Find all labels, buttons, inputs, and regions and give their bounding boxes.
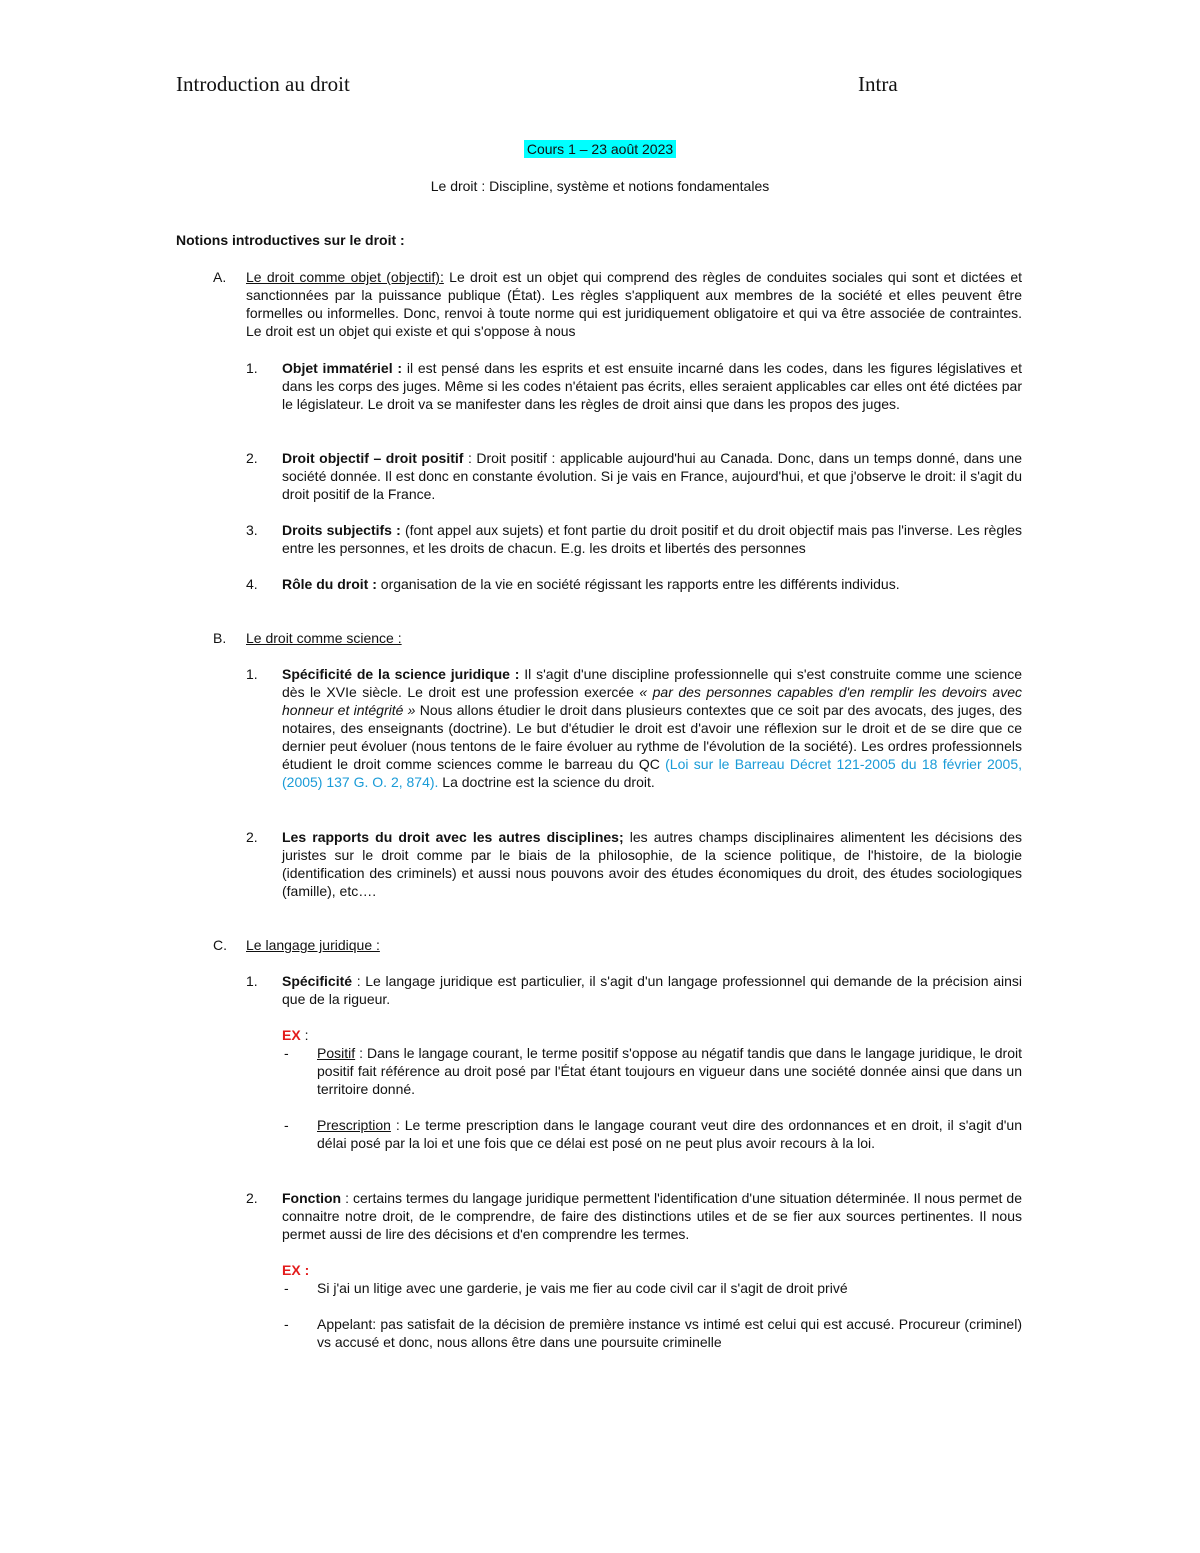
section-b-label: Le droit comme science : [246,630,402,646]
bullet-text: : Le terme prescription dans le langage courant veut dire des ordonnances et en droit, il s'agit d'un délai posé par la loi et une fois que ce délai est posé on ne peut plus avoir recours à la loi. [317,1117,1022,1151]
a-item-4-text: organisation de la vie en société régissant les rapports entre les différents individus. [376,576,900,592]
bullet-positif [317,1044,1022,1098]
b-item-1-quote: « par des personnes capables d'en remplir les devoirs avec honneur et intégrité » [282,684,1022,718]
section-c-marker: C. [213,937,227,953]
a-item-1-label: Objet immatériel : [282,360,403,376]
b-item-1 [282,665,1022,791]
b-item-1-text-c: La doctrine est la science du droit. [438,774,655,790]
section-a-paragraph [246,268,1022,340]
bullet-term: Prescription [317,1117,391,1133]
lecture-subtitle: Le droit : Discipline, système et notions fondamentales [430,178,770,194]
c-item-1-marker: 1. [246,973,258,989]
b-item-2 [282,828,1022,900]
b-item-1-label: Spécificité de la science juridique : [282,666,520,682]
c-item-1 [282,972,1022,1008]
c-item-1-label: Spécificité [282,973,353,989]
b-item-1-text-a: Il s'agit d'une discipline professionnelle qui s'est construite comme une science dès le XVIe siècle. Le droit est une profession exercée [282,666,1022,700]
a-item-2-text: : Droit positif : applicable aujourd'hui au Canada. Donc, dans un temps donné, dans une société donnée. Il est donc en constante évolution. Si je vais en France, aujourd'hui, et que j'observe le droit: il s'agit du droit positif de la France. [282,450,1023,502]
example-label: EX : [282,1262,310,1278]
c-item-1-text: : Le langage juridique est particulier, il s'agit d'un langage professionnel qui demande de la précision ainsi que de la rigueur. [282,973,1022,1007]
c-item-2 [282,1189,1022,1243]
bullet-prescription [317,1116,1022,1152]
section-c-heading [246,936,1022,954]
c-item-2-text: : certains termes du langage juridique permettent l'identification d'une situation déterminée. Il nous permet de connaitre notre droit, de le comprendre, de faire des distinctions utiles et de se fier aux sources pertinentes. Il nous permet aussi de lire des décisions et d'en comprendre les termes. [282,1190,1022,1242]
b-item-2-label: Les rapports du droit avec les autres disciplines; [282,829,624,845]
example-suffix: : [300,1027,309,1043]
section-a-label: Le droit comme objet (objectif): [246,269,444,285]
c-item-2-example-label [282,1261,1022,1279]
b-item-1-text-b: Nous allons étudier le droit dans plusieurs contextes que ce soit par des avocats, des juges, des notaires, des enseignants (doctrine). Le but d'étudier le droit est d'avoir une réflexion sur le droit et de se dire que ce dernier peut évoluer (nous tentons de le faire évoluer au rythme de l'évolution de la société). Les ordres professionnels étudient le droit comme sciences comme le barreau du QC [282,702,1022,772]
section-b-marker: B. [213,630,227,646]
header-exam-label: Intra [858,72,898,96]
barreau-citation-link[interactable]: (Loi sur le Barreau Décret 121-2005 du 18 février 2005, (2005) 137 G. O. 2, 874). [282,756,1022,790]
bullet-text: : Dans le langage courant, le terme positif s'oppose au négatif tandis que dans le langage juridique, le droit positif fait référence au droit posé par l'État étant toujours en vigueur dans une société donnée ainsi que dans un territoire donné. [317,1045,1022,1097]
example-label: EX [282,1027,301,1043]
lecture-title: Cours 1 – 23 août 2023 [524,140,676,158]
section-b-heading [246,629,1022,647]
a-item-3 [282,521,1022,557]
b-item-1-marker: 1. [246,666,258,682]
bullet-marker: - [284,1316,289,1332]
a-item-3-text: (font appel aux sujets) et font partie du droit positif et du droit objectif mais pas l'inverse. Les règles entre les personnes, et les droits de chacun. E.g. les droits et libertés des personnes [282,522,1022,556]
c-item-2-label: Fonction [282,1190,342,1206]
c-item-2-marker: 2. [246,1190,258,1206]
bullet-text: Si j'ai un litige avec une garderie, je vais me fier au code civil car il s'agit de droit privé [317,1280,848,1296]
bullet-marker: - [284,1280,289,1296]
a-item-2-label: Droit objectif – droit positif [282,450,464,466]
a-item-3-label: Droits subjectifs : [282,522,401,538]
a-item-4 [282,575,1022,593]
b-item-2-marker: 2. [246,829,258,845]
a-item-4-marker: 4. [246,576,258,592]
section-heading: Notions introductives sur le droit : [176,232,405,248]
bullet-garderie [317,1279,1022,1297]
section-c-label: Le langage juridique : [246,937,380,953]
header-course-title: Introduction au droit [176,72,350,96]
a-item-1 [282,359,1022,413]
a-item-2-marker: 2. [246,450,258,466]
title-row [0,141,1200,159]
bullet-marker: - [284,1045,289,1061]
bullet-text: Appelant: pas satisfait de la décision de première instance vs intimé est celui qui est accusé. Procureur (criminel) vs accusé et donc, nous allons être dans une poursuite criminelle [317,1316,1022,1350]
bullet-appelant [317,1315,1022,1351]
c-item-1-example-label [282,1026,1022,1044]
section-a-marker: A. [213,269,227,285]
a-item-4-label: Rôle du droit : [282,576,377,592]
b-item-2-text: les autres champs disciplinaires alimentent les décisions des juristes sur le droit comme par le biais de la philosophie, de la science politique, de l'histoire, de la biologie (identification des criminels) et aussi nous pouvons avoir des études économiques du droit, des études sociologiques (famille), etc…. [282,829,1022,899]
a-item-2 [282,449,1022,503]
a-item-1-marker: 1. [246,360,258,376]
section-a-text: Le droit est un objet qui comprend des règles de conduites sociales qui sont et dictées et sanctionnées par la puissance publique (État). Les règles s'appliquent aux membres de la société et elles peuvent être formelles ou informelles. Donc, renvoi à toute norme qui est juridiquement obligatoire et qui va être associée de contraintes. Le droit est un objet qui existe et qui s'oppose à nous [246,269,1022,339]
a-item-3-marker: 3. [246,522,258,538]
a-item-1-text: il est pensé dans les esprits et est ensuite incarné dans les codes, dans les figures législatives et dans les corps des juges. Même si les codes n'étaient pas écrits, elles seraient applicables car elles ont été dictées par le législateur. Le droit va se manifester dans les règles de droit ainsi que dans les propos des juges. [282,360,1022,412]
bullet-term: Positif [317,1045,356,1061]
bullet-marker: - [284,1117,289,1133]
